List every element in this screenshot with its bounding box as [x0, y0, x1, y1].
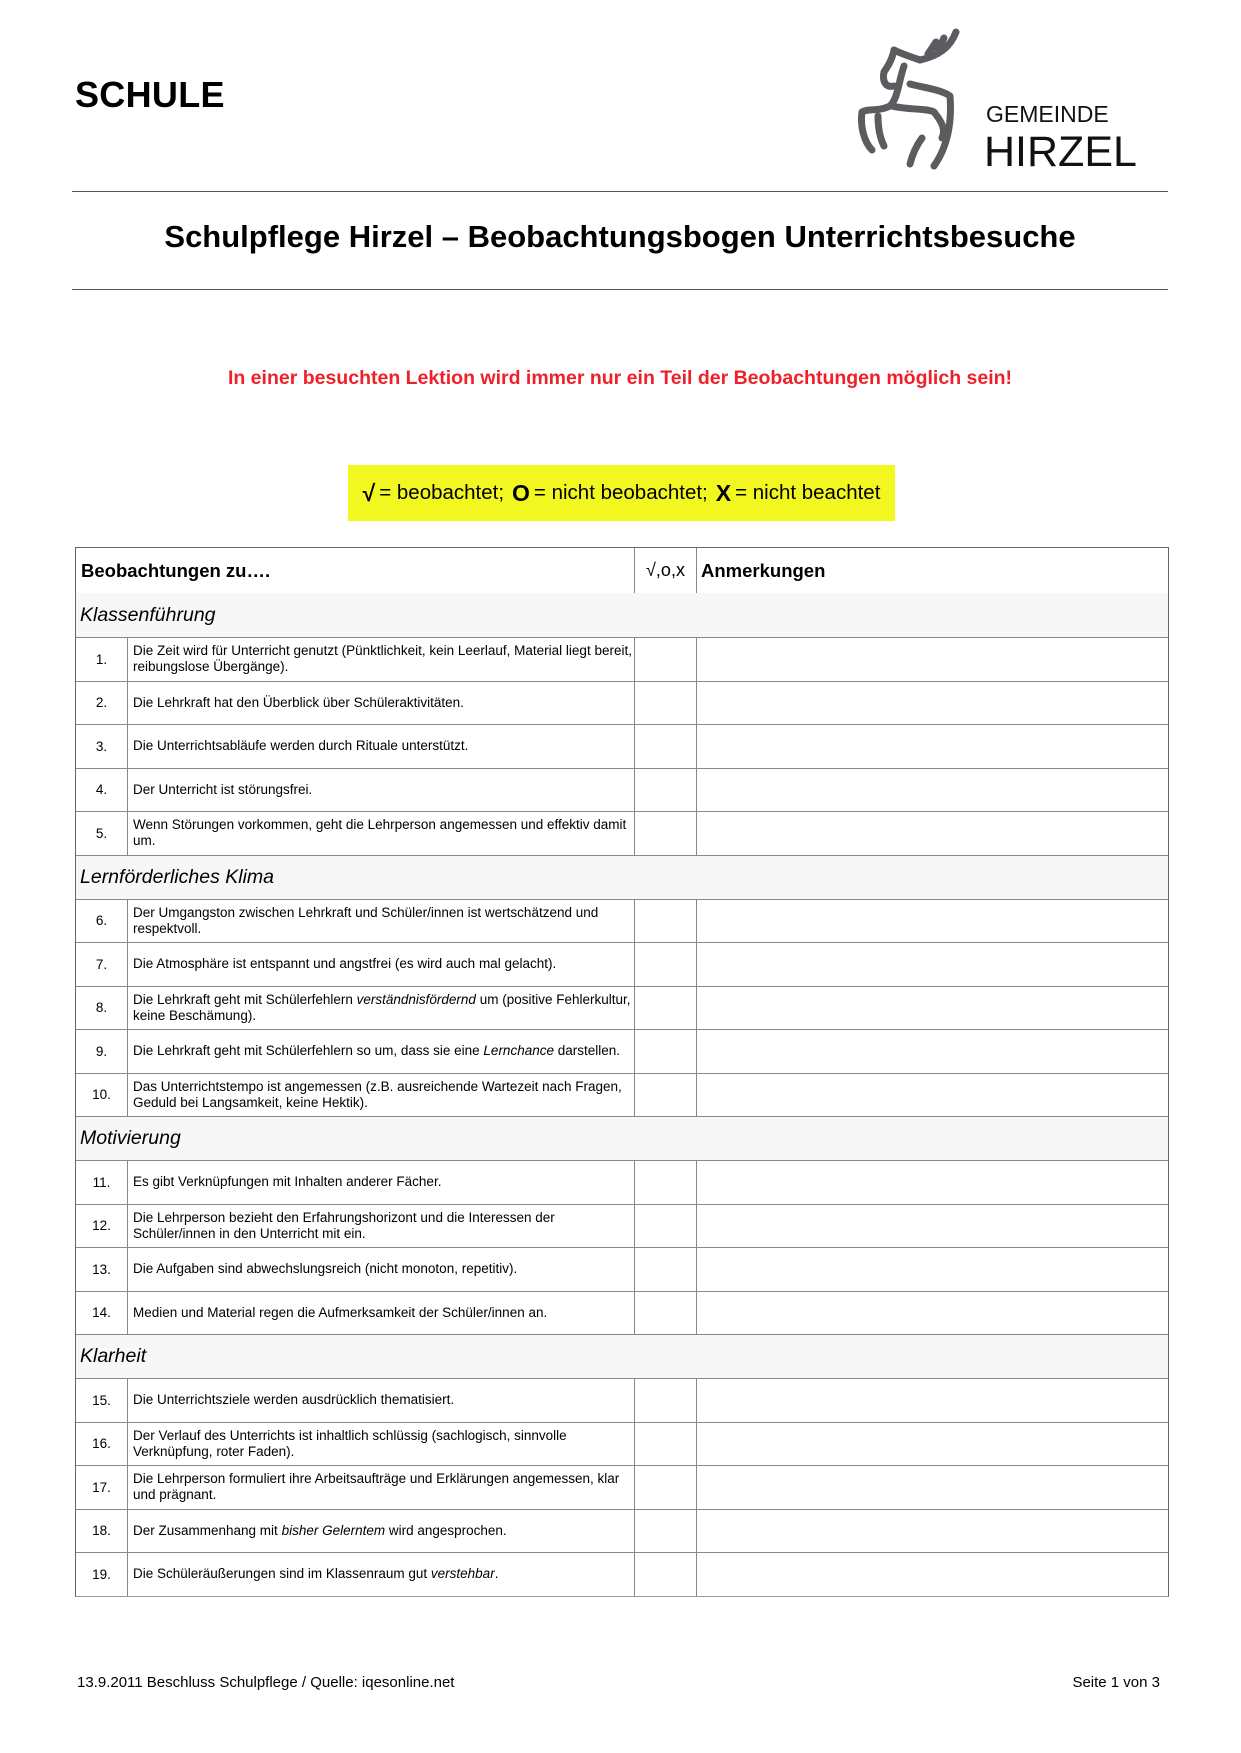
rating-cell[interactable]	[635, 1466, 697, 1509]
remarks-cell[interactable]	[697, 725, 1168, 768]
item-text-segment: Das Unterrichtstempo ist angemessen (z.B. ausreichende Wartezeit nach Fragen, Geduld bei Langsamkeit, keine Hektik).	[133, 1078, 622, 1110]
section-title: Lernförderliches Klima	[80, 865, 275, 888]
item-text-segment: Die Zeit wird für Unterricht genutzt (Pünktlichkeit, kein Leerlauf, Material liegt bereit, reibungslose Übergänge).	[133, 643, 632, 675]
table-row	[76, 899, 1168, 943]
rating-legend	[348, 465, 895, 521]
item-number: 3.	[76, 725, 128, 768]
remarks-cell[interactable]	[697, 987, 1168, 1030]
table-row	[76, 1378, 1168, 1422]
remarks-cell[interactable]	[697, 812, 1168, 855]
item-text-segment: Die Lehrperson formuliert ihre Arbeitsaufträge und Erklärungen angemessen, klar und prägnant.	[133, 1471, 620, 1503]
legend-label-not-observed: = nicht beobachtet;	[533, 481, 708, 504]
remarks-cell[interactable]	[697, 682, 1168, 725]
item-number: 4.	[76, 769, 128, 812]
notice-text: In einer besuchten Lektion wird immer nur ein Teil der Beobachtungen möglich sein!	[227, 367, 1013, 389]
table-row	[76, 1247, 1168, 1291]
item-text-segment: Medien und Material regen die Aufmerksamkeit der Schüler/innen an.	[133, 1304, 548, 1320]
gemeinde-hirzel-logo	[838, 26, 1137, 176]
rating-cell[interactable]	[635, 1030, 697, 1073]
item-number: 2.	[76, 682, 128, 725]
item-number: 11.	[76, 1161, 128, 1204]
section-row	[76, 593, 1168, 637]
header-divider-bottom	[72, 289, 1168, 290]
item-text-segment: Die Lehrperson bezieht den Erfahrungshorizont und die Interessen der Schüler/innen in den Unterricht mit ein.	[133, 1209, 555, 1241]
item-number: 17.	[76, 1466, 128, 1509]
table-row	[76, 1073, 1168, 1117]
remarks-cell[interactable]	[697, 1030, 1168, 1073]
item-text	[128, 987, 635, 1030]
rating-cell[interactable]	[635, 1553, 697, 1596]
item-text	[128, 1423, 635, 1466]
item-text-emphasis: Lernchance	[483, 1043, 554, 1059]
table-row	[76, 637, 1168, 681]
rating-cell[interactable]	[635, 987, 697, 1030]
item-text-segment: Der Unterricht ist störungsfrei.	[133, 781, 313, 797]
remarks-cell[interactable]	[697, 1379, 1168, 1422]
section-row	[76, 1334, 1168, 1378]
item-number: 13.	[76, 1248, 128, 1291]
table-header-row	[76, 548, 1168, 593]
item-text	[128, 1161, 635, 1204]
rating-cell[interactable]	[635, 1161, 697, 1204]
item-text	[128, 1379, 635, 1422]
item-text-segment: wird angesprochen.	[385, 1522, 507, 1538]
item-text	[128, 1510, 635, 1553]
header-divider-top	[72, 191, 1168, 192]
rating-cell[interactable]	[635, 1292, 697, 1335]
page-title: Schulpflege Hirzel – Beobachtungsbogen Unterrichtsbesuche	[164, 219, 1076, 254]
item-text	[128, 1553, 635, 1596]
logo-text-gemeinde: GEMEINDE	[986, 101, 1109, 127]
table-row	[76, 724, 1168, 768]
rating-cell[interactable]	[635, 1074, 697, 1117]
footer-source: 13.9.2011 Beschluss Schulpflege / Quelle: iqesonline.net	[77, 1674, 455, 1691]
item-number: 10.	[76, 1074, 128, 1117]
item-number: 16.	[76, 1423, 128, 1466]
item-number: 15.	[76, 1379, 128, 1422]
rating-cell[interactable]	[635, 1423, 697, 1466]
item-text	[128, 812, 635, 855]
column-header-observations: Beobachtungen zu….	[76, 548, 635, 593]
check-symbol: √	[362, 479, 376, 506]
item-text-emphasis: bisher Gelerntem	[281, 1522, 386, 1538]
item-text-segment: Die Unterrichtsziele werden ausdrücklich thematisiert.	[133, 1392, 455, 1408]
item-text	[128, 1466, 635, 1509]
item-text-segment: Die Lehrkraft hat den Überblick über Schüleraktivitäten.	[133, 694, 464, 710]
rating-cell[interactable]	[635, 769, 697, 812]
rating-cell[interactable]	[635, 900, 697, 943]
item-number: 12.	[76, 1205, 128, 1248]
table-row	[76, 811, 1168, 855]
rating-cell[interactable]	[635, 1205, 697, 1248]
table-row	[76, 1465, 1168, 1509]
item-text	[128, 1074, 635, 1117]
item-text	[128, 638, 635, 681]
item-text-segment: Der Zusammenhang mit	[133, 1522, 282, 1538]
remarks-cell[interactable]	[697, 1292, 1168, 1335]
circle-symbol: O	[512, 479, 530, 506]
item-text	[128, 682, 635, 725]
remarks-cell[interactable]	[697, 1423, 1168, 1466]
item-number: 9.	[76, 1030, 128, 1073]
item-text-segment: Wenn Störungen vorkommen, geht die Lehrperson angemessen und effektiv damit um.	[133, 817, 627, 849]
rating-cell[interactable]	[635, 1379, 697, 1422]
column-header-rating: √,o,x	[635, 548, 697, 593]
remarks-cell[interactable]	[697, 769, 1168, 812]
deer-logo-icon	[838, 26, 1137, 176]
item-text	[128, 1030, 635, 1073]
remarks-cell[interactable]	[697, 1074, 1168, 1117]
rating-cell[interactable]	[635, 1510, 697, 1553]
item-number: 14.	[76, 1292, 128, 1335]
item-text-emphasis: verständnisfördernd	[356, 991, 476, 1007]
item-number: 19.	[76, 1553, 128, 1596]
remarks-cell[interactable]	[697, 1466, 1168, 1509]
remarks-cell[interactable]	[697, 943, 1168, 986]
item-text	[128, 725, 635, 768]
item-text-segment: Die Aufgaben sind abwechslungsreich (nicht monoton, repetitiv).	[133, 1261, 518, 1277]
section-title: Klarheit	[80, 1345, 147, 1367]
rating-cell[interactable]	[635, 725, 697, 768]
rating-cell[interactable]	[635, 638, 697, 681]
legend-label-observed: = beobachtet;	[379, 481, 505, 504]
item-text-emphasis: verstehbar	[430, 1566, 495, 1582]
table-row	[76, 681, 1168, 725]
section-row	[76, 855, 1168, 899]
item-text-segment: Der Verlauf des Unterrichts ist inhaltlich schlüssig (sachlogisch, sinnvolle Verknüpfung, roter Faden).	[133, 1427, 567, 1459]
section-row	[76, 1116, 1168, 1160]
remarks-cell[interactable]	[697, 900, 1168, 943]
observation-table	[75, 547, 1169, 1597]
remarks-cell[interactable]	[697, 1510, 1168, 1553]
item-number: 5.	[76, 812, 128, 855]
section-title: Motivierung	[80, 1127, 181, 1149]
remarks-cell[interactable]	[697, 638, 1168, 681]
item-text	[128, 769, 635, 812]
item-number: 18.	[76, 1510, 128, 1553]
rating-cell[interactable]	[635, 682, 697, 725]
table-body	[76, 593, 1168, 1596]
item-text-segment: Es gibt Verknüpfungen mit Inhalten anderer Fächer.	[133, 1174, 442, 1190]
item-text	[128, 943, 635, 986]
section-label: SCHULE	[75, 74, 225, 115]
table-row	[76, 1029, 1168, 1073]
table-row	[76, 1204, 1168, 1248]
legend-label-not-respected: = nicht beachtet	[735, 481, 881, 504]
column-header-remarks: Anmerkungen	[701, 559, 826, 581]
table-row	[76, 986, 1168, 1030]
table-row	[76, 1291, 1168, 1335]
section-title: Klassenführung	[80, 603, 216, 626]
rating-cell[interactable]	[635, 812, 697, 855]
logo-text-hirzel: HIRZEL	[984, 128, 1137, 176]
table-row	[76, 1552, 1168, 1596]
item-text-segment: darstellen.	[553, 1043, 621, 1059]
item-text	[128, 1292, 635, 1335]
item-text-segment: Die Schüleräußerungen sind im Klassenraum gut	[133, 1566, 431, 1582]
item-text	[128, 1248, 635, 1291]
table-row	[76, 768, 1168, 812]
footer-page-number: Seite 1 von 3	[1072, 1674, 1160, 1691]
item-text-segment: Die Atmosphäre ist entspannt und angstfrei (es wird auch mal gelacht).	[133, 956, 557, 972]
remarks-cell[interactable]	[697, 1205, 1168, 1248]
item-number: 8.	[76, 987, 128, 1030]
item-number: 6.	[76, 900, 128, 943]
rating-cell[interactable]	[635, 1248, 697, 1291]
item-text-segment: .	[494, 1566, 499, 1582]
item-number: 7.	[76, 943, 128, 986]
item-text-segment: Die Lehrkraft geht mit Schülerfehlern	[133, 991, 357, 1007]
remarks-cell[interactable]	[697, 1161, 1168, 1204]
item-text-segment: Die Lehrkraft geht mit Schülerfehlern so um, dass sie eine	[133, 1043, 484, 1059]
item-number: 1.	[76, 638, 128, 681]
item-text-segment: um (positive Fehlerkultur, keine Beschämung).	[133, 991, 631, 1023]
item-text	[128, 1205, 635, 1248]
table-row	[76, 942, 1168, 986]
item-text-segment: Der Umgangston zwischen Lehrkraft und Schüler/innen ist wertschätzend und respektvoll.	[133, 904, 599, 936]
table-row	[76, 1160, 1168, 1204]
remarks-cell[interactable]	[697, 1248, 1168, 1291]
table-row	[76, 1509, 1168, 1553]
table-row	[76, 1422, 1168, 1466]
x-symbol: X	[715, 479, 732, 506]
remarks-cell[interactable]	[697, 1553, 1168, 1596]
item-text-segment: Die Unterrichtsabläufe werden durch Rituale unterstützt.	[133, 738, 469, 754]
item-text	[128, 900, 635, 943]
rating-cell[interactable]	[635, 943, 697, 986]
